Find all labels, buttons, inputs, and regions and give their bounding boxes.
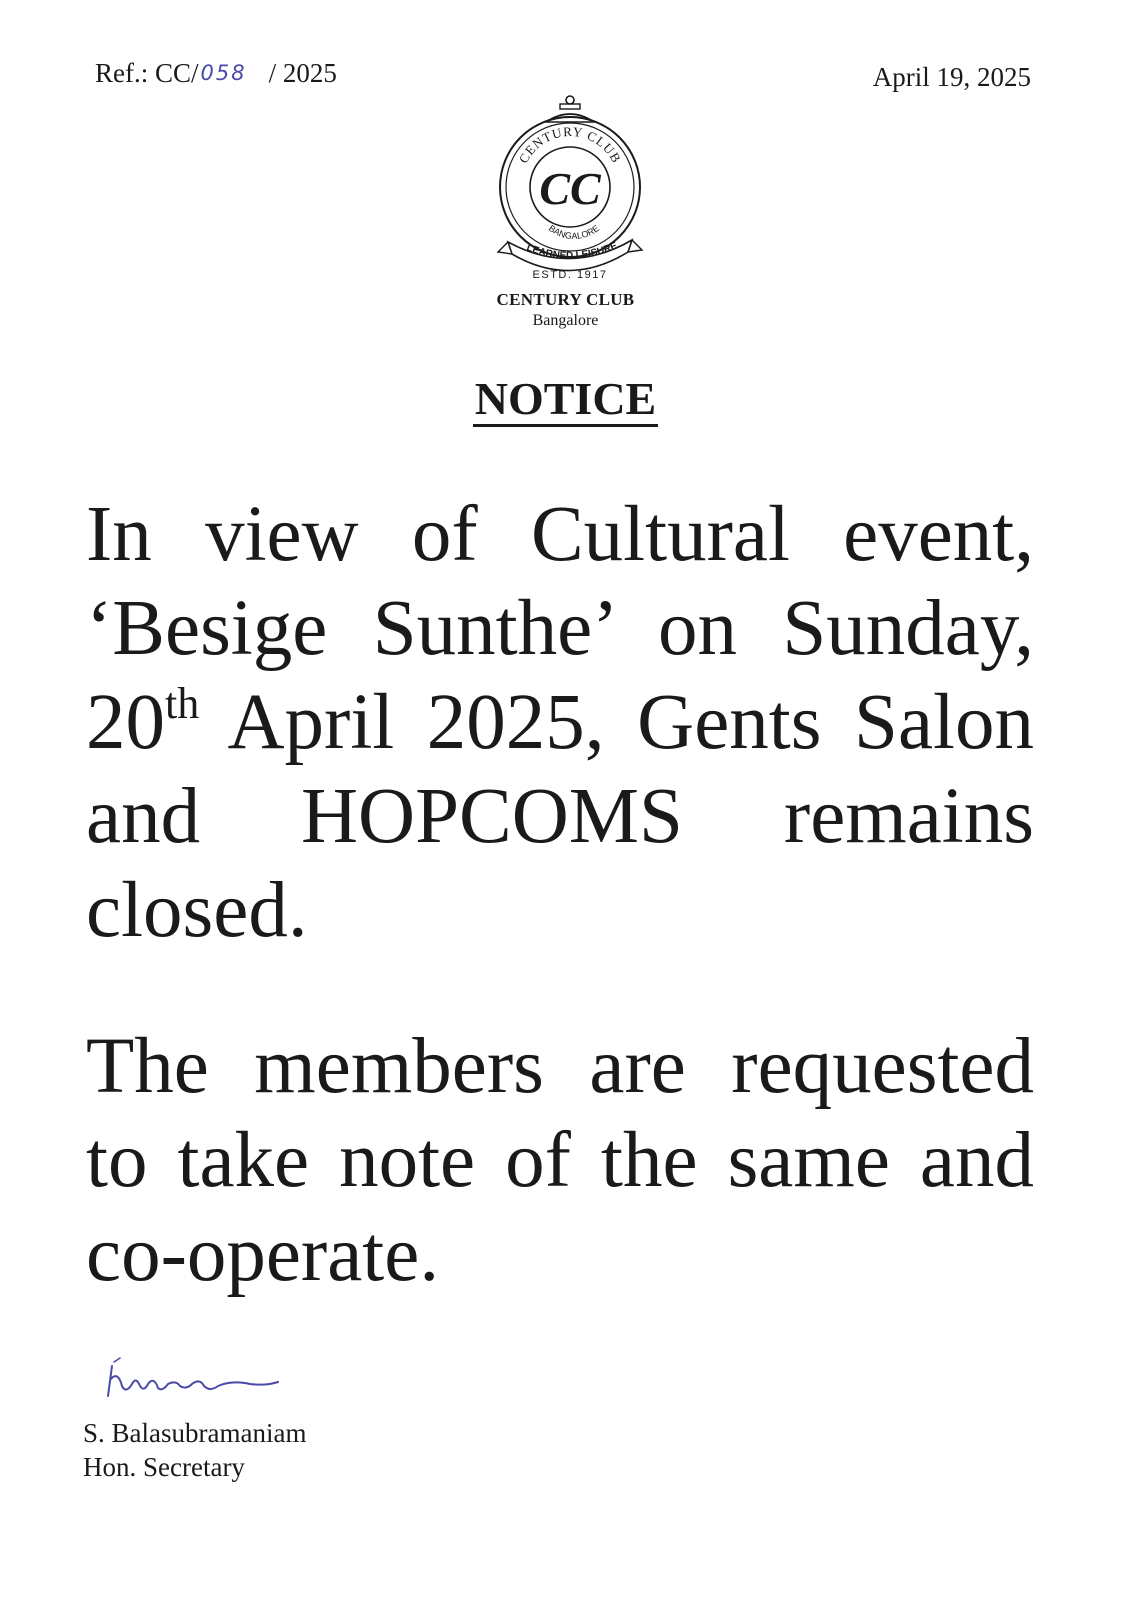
emblem-monogram: CC — [539, 163, 601, 214]
ordinal-suffix: th — [165, 679, 200, 728]
notice-heading — [0, 372, 1131, 427]
svg-text:CENTURY CLUB — [516, 124, 625, 166]
notice-paragraph-closure — [86, 488, 1034, 958]
signatory-title: Hon. Secretary — [83, 1452, 245, 1482]
emblem-ring-bottom-text: BANGALORE — [546, 223, 602, 241]
club-city: Bangalore — [532, 312, 599, 329]
ref-handwritten-number: 058 — [200, 61, 247, 85]
century-club-emblem-icon — [490, 92, 650, 282]
notice-title: NOTICE — [473, 375, 658, 427]
signatory-name: S. Balasubramaniam — [83, 1418, 307, 1448]
notice-paragraph-request: The members are requested to take note of the same and co-operate. — [86, 1023, 1034, 1298]
closure-text-start: In view of Cultural event, ‘Besige Sunthe’ on Sunday, 20 — [86, 491, 1034, 766]
svg-text:BANGALORE — [547, 223, 601, 241]
ref-prefix: Ref.: CC/ — [95, 58, 199, 88]
reference-number — [95, 58, 337, 89]
club-name: CENTURY CLUB — [496, 290, 635, 309]
notice-date: April 19, 2025 — [872, 62, 1031, 92]
emblem-banner-text: LEARNED LEISURE — [524, 240, 620, 262]
closure-text-end: April 2025, Gents Salon and HOPCOMS remains closed. — [86, 679, 1034, 954]
ref-suffix: / 2025 — [268, 58, 337, 88]
handwritten-signature-icon — [100, 1356, 285, 1406]
emblem-established-text: ESTD. 1917 — [532, 269, 608, 281]
emblem-ring-top-text: CENTURY CLUB — [515, 123, 625, 166]
